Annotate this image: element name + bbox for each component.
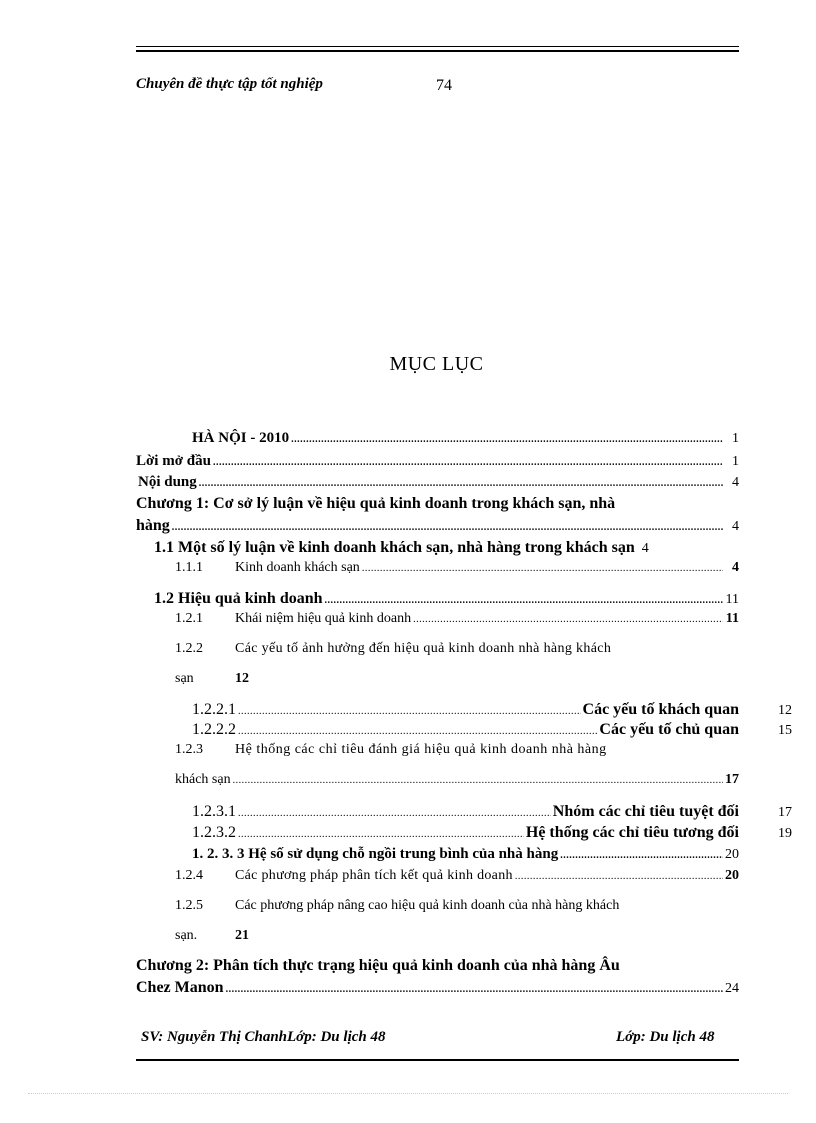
toc-entry[interactable]: 1.1 Một số lý luận về kinh doanh khách sạn, nhà hàng trong khách sạn 4 bbox=[154, 539, 649, 556]
footer-class: Lớp: Du lịch 48 bbox=[616, 1029, 715, 1045]
toc-entry[interactable]: 1.2.3.2 ..... Hệ thống các chỉ tiêu tương đối bbox=[192, 824, 739, 842]
toc-entry[interactable]: Nội dung ..... 4 bbox=[138, 474, 739, 491]
toc-entry-chapter-2[interactable]: Chương 2: Phân tích thực trạng hiệu quả kinh doanh của nhà hàng Âu bbox=[136, 957, 620, 974]
toc-entry[interactable]: Lời mở đầu ..... 1 bbox=[136, 453, 739, 470]
toc-entry[interactable]: 1. 2. 3. 3 Hệ số sử dụng chỗ ngồi trung bình của nhà hàng ..... 20 bbox=[192, 846, 739, 863]
header-title: Chuyên đề thực tập tốt nghiệp bbox=[136, 76, 323, 92]
toc-entry[interactable]: 1.1.1 Kinh doanh khách sạn ..... 4 bbox=[175, 560, 739, 576]
header-rule bbox=[136, 46, 739, 52]
toc-entry[interactable]: 1.2.2.2 ..... Các yếu tố chủ quan bbox=[192, 721, 739, 739]
toc-entry[interactable]: 1.2 Hiệu quả kinh doanh ..... 11 bbox=[154, 590, 739, 608]
toc-page-number: 17 bbox=[778, 805, 792, 820]
toc-title: MỤC LỤC bbox=[389, 353, 484, 375]
toc-entry[interactable]: 1.2.5 Các phương pháp nâng cao hiệu quả kinh doanh của nhà hàng khách bbox=[175, 898, 620, 913]
toc-entry-chapter-1[interactable]: Chương 1: Cơ sở lý luận về hiệu quả kinh doanh trong khách sạn, nhà bbox=[136, 495, 616, 512]
toc-entry[interactable]: sạn. 21 bbox=[175, 928, 249, 943]
toc-entry[interactable]: hàng ..... 4 bbox=[136, 517, 739, 535]
toc-entry[interactable]: HÀ NỘI - 2010 ..... 1 bbox=[192, 430, 739, 447]
toc-entry[interactable]: 1.2.1 Khái niệm hiệu quả kinh doanh ..... 11 bbox=[175, 611, 739, 627]
toc-page-number: 19 bbox=[778, 826, 792, 841]
footer-rule bbox=[136, 1059, 739, 1061]
page-break-line bbox=[28, 1093, 788, 1094]
toc-page-number: 12 bbox=[778, 703, 792, 718]
toc-entry[interactable]: 1.2.3.1 ..... Nhóm các chỉ tiêu tuyệt đối bbox=[192, 803, 739, 821]
header-page-number: 74 bbox=[436, 77, 452, 94]
toc-entry[interactable]: sạn 12 bbox=[175, 671, 249, 686]
toc-entry[interactable]: 1.2.2.1 ..... Các yếu tố khách quan bbox=[192, 701, 739, 719]
toc-entry[interactable]: khách sạn ..... 17 bbox=[175, 772, 739, 788]
toc-entry[interactable]: Chez Manon ..... 24 bbox=[136, 979, 739, 997]
footer-student: SV: Nguyễn Thị ChanhLớp: Du lịch 48 bbox=[141, 1029, 386, 1045]
toc-entry[interactable]: 1.2.3 Hệ thống các chỉ tiêu đánh giá hiệu quả kinh doanh nhà hàng bbox=[175, 742, 607, 757]
toc-entry[interactable]: 1.2.2 Các yếu tố ảnh hưởng đến hiệu quả kinh doanh nhà hàng khách bbox=[175, 641, 612, 656]
toc-page-number: 15 bbox=[778, 723, 792, 738]
toc-entry[interactable]: 1.2.4 Các phương pháp phân tích kết quả kinh doanh ..... 20 bbox=[175, 868, 739, 884]
